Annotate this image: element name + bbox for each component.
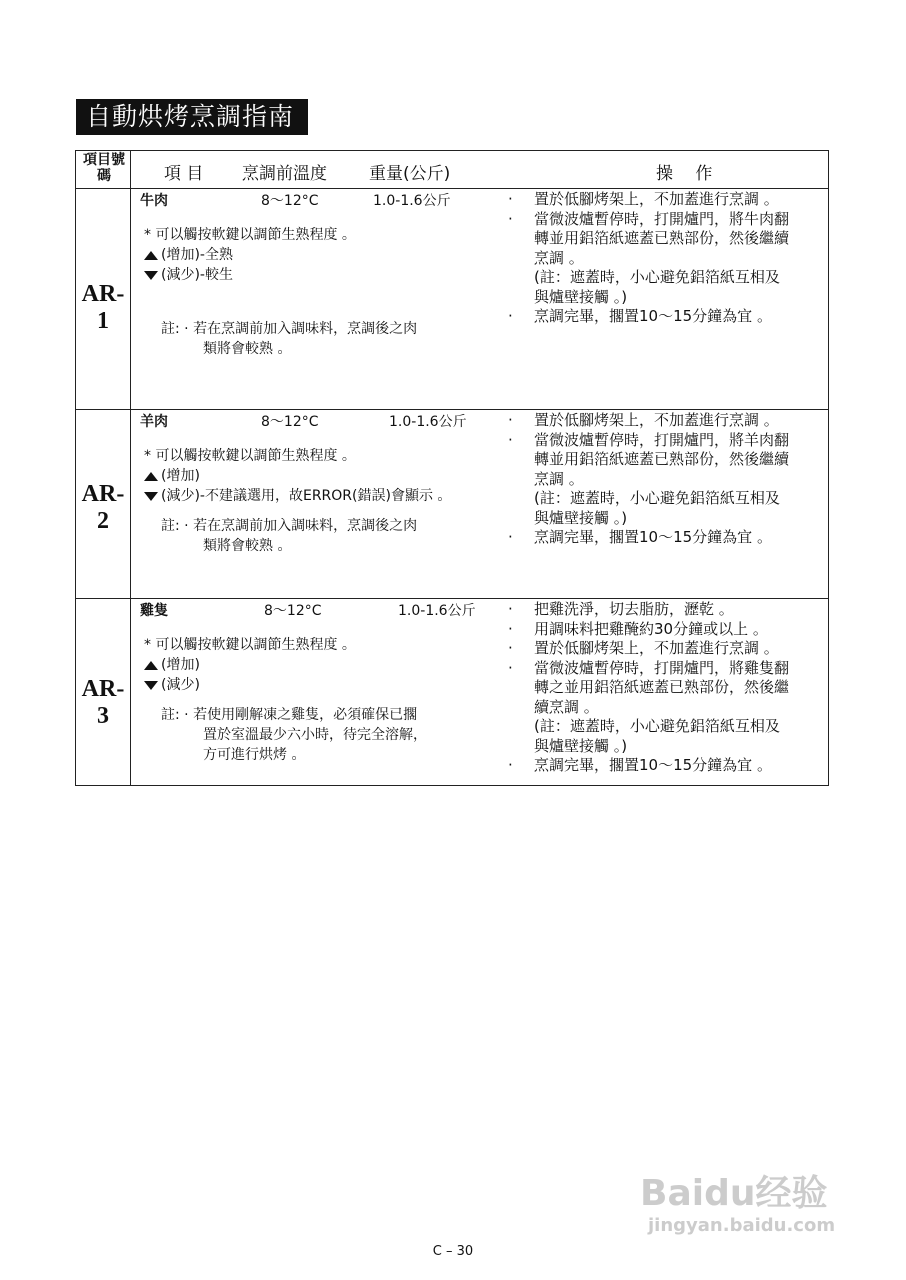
step-line: · 當微波爐暫停時，打開爐門，將羊肉翻 [508,430,790,449]
increase-option: (增加)-全熟 [144,245,233,265]
bullet: · [508,619,513,638]
remark-line: 類將會較熟 。 [203,341,292,357]
program-code: AR-3 [81,676,125,729]
bullet: · [508,190,513,208]
header-divider [76,188,828,189]
step-line: 烹調 。 [534,469,584,488]
weight: 1.0-1.6公斤 [398,603,476,619]
step-line: 烹調 。 [534,248,584,267]
step-line: 轉並用鋁箔紙遮蓋已熟部份，然後繼續 [534,450,790,468]
step-line: · 置於低腳烤架上，不加蓋進行烹調 。 [508,411,779,429]
weight: 1.0-1.6公斤 [389,414,467,430]
header-temp: 烹調前溫度 [242,164,327,184]
bullet: · [508,639,513,657]
step-line: 轉之並用鋁箔紙遮蓋已熟部份，然後繼 [534,678,790,696]
step-line: (註：遮蓋時，小心避免鋁箔紙互相及 [534,717,780,735]
header-code: 項目號碼 [83,152,125,184]
bullet: · [508,756,513,774]
step-line: · 當微波爐暫停時，打開爐門，將牛肉翻 [508,209,790,228]
step-line: 轉並用鋁箔紙遮蓋已熟部份，然後繼續 [534,229,790,247]
remark-line: 類將會較熟 。 [203,538,292,554]
step-line: · 烹調完畢，擱置10～15分鐘為宜 。 [508,528,772,546]
step-line: · 把雞洗淨，切去脂肪，瀝乾 。 [508,600,734,618]
weight: 1.0-1.6公斤 [373,193,451,209]
doneness-note: * 可以觸按軟鍵以調節生熟程度 。 [144,448,356,464]
decrease-option: (減少)-較生 [144,265,233,285]
step-line: 續烹調 。 [534,697,599,716]
step-line: · 用調味料把雞醃約30分鐘或以上 。 [508,619,768,638]
down-arrow-icon [144,681,158,690]
remark-line: 註: · 若在烹調前加入調味料，烹調後之肉 [161,518,418,534]
decrease-option: (減少)-不建議選用，故ERROR(錯誤)會顯示 。 [144,486,451,506]
program-code: AR-2 [81,481,125,534]
temperature: 8～12°C [261,414,319,430]
food-item: 雞隻 [140,603,168,619]
column-divider [130,151,131,785]
down-arrow-icon [144,271,158,280]
program-code: AR-1 [81,281,125,334]
header-weight: 重量(公斤) [369,164,451,184]
step-line: · 烹調完畢，擱置10～15分鐘為宜 。 [508,307,772,325]
row-divider [76,409,828,410]
bullet: · [508,307,513,325]
row-divider [76,598,828,599]
operation-steps [508,190,789,327]
step-line: · 烹調完畢，擱置10～15分鐘為宜 。 [508,756,772,774]
doneness-note: * 可以觸按軟鍵以調節生熟程度 。 [144,227,356,243]
bullet: · [508,411,513,429]
down-arrow-icon [144,492,158,501]
bullet: · [508,528,513,546]
up-arrow-icon [144,251,158,260]
remark-line: 置於室溫最少六小時，待完全溶解， [203,727,427,743]
remark-line: 方可進行烘烤 。 [203,747,306,763]
step-line: · 置於低腳烤架上，不加蓋進行烹調 。 [508,190,779,208]
step-line: 與爐壁接觸 。) [534,508,628,527]
header-item: 項 目 [164,164,204,184]
operation-steps [508,411,789,548]
bullet: · [508,209,513,228]
increase-option: (增加) [144,655,200,675]
doneness-note: * 可以觸按軟鍵以調節生熟程度 。 [144,637,356,653]
bullet: · [508,430,513,449]
watermark-logo: Baidu经验 [640,1173,828,1214]
step-line: (註：遮蓋時，小心避免鋁箔紙互相及 [534,489,780,507]
remark-line: 註: · 若在烹調前加入調味料，烹調後之肉 [161,321,418,337]
page-title: 自動烘烤烹調指南 [76,99,308,135]
decrease-option: (減少) [144,675,200,695]
food-item: 羊肉 [140,414,168,430]
bullet: · [508,600,513,618]
up-arrow-icon [144,472,158,481]
page-number: C – 30 [432,1244,474,1259]
operation-steps [508,600,789,776]
header-ops: 操 作 [656,164,713,184]
increase-option: (增加) [144,466,200,486]
bullet: · [508,658,513,677]
step-line: · 置於低腳烤架上，不加蓋進行烹調 。 [508,639,779,657]
step-line: · 當微波爐暫停時，打開爐門，將雞隻翻 [508,658,790,677]
food-item: 牛肉 [140,193,168,209]
step-line: 與爐壁接觸 。) [534,287,628,306]
cooking-guide-table [75,150,829,786]
step-line: (註：遮蓋時，小心避免鋁箔紙互相及 [534,268,780,286]
step-line: 與爐壁接觸 。) [534,736,628,755]
up-arrow-icon [144,661,158,670]
temperature: 8～12°C [261,193,319,209]
remark-line: 註: · 若使用剛解凍之雞隻，必須確保已擱 [161,707,418,723]
temperature: 8～12°C [264,603,322,619]
watermark-url: jingyan.baidu.com [648,1215,836,1236]
